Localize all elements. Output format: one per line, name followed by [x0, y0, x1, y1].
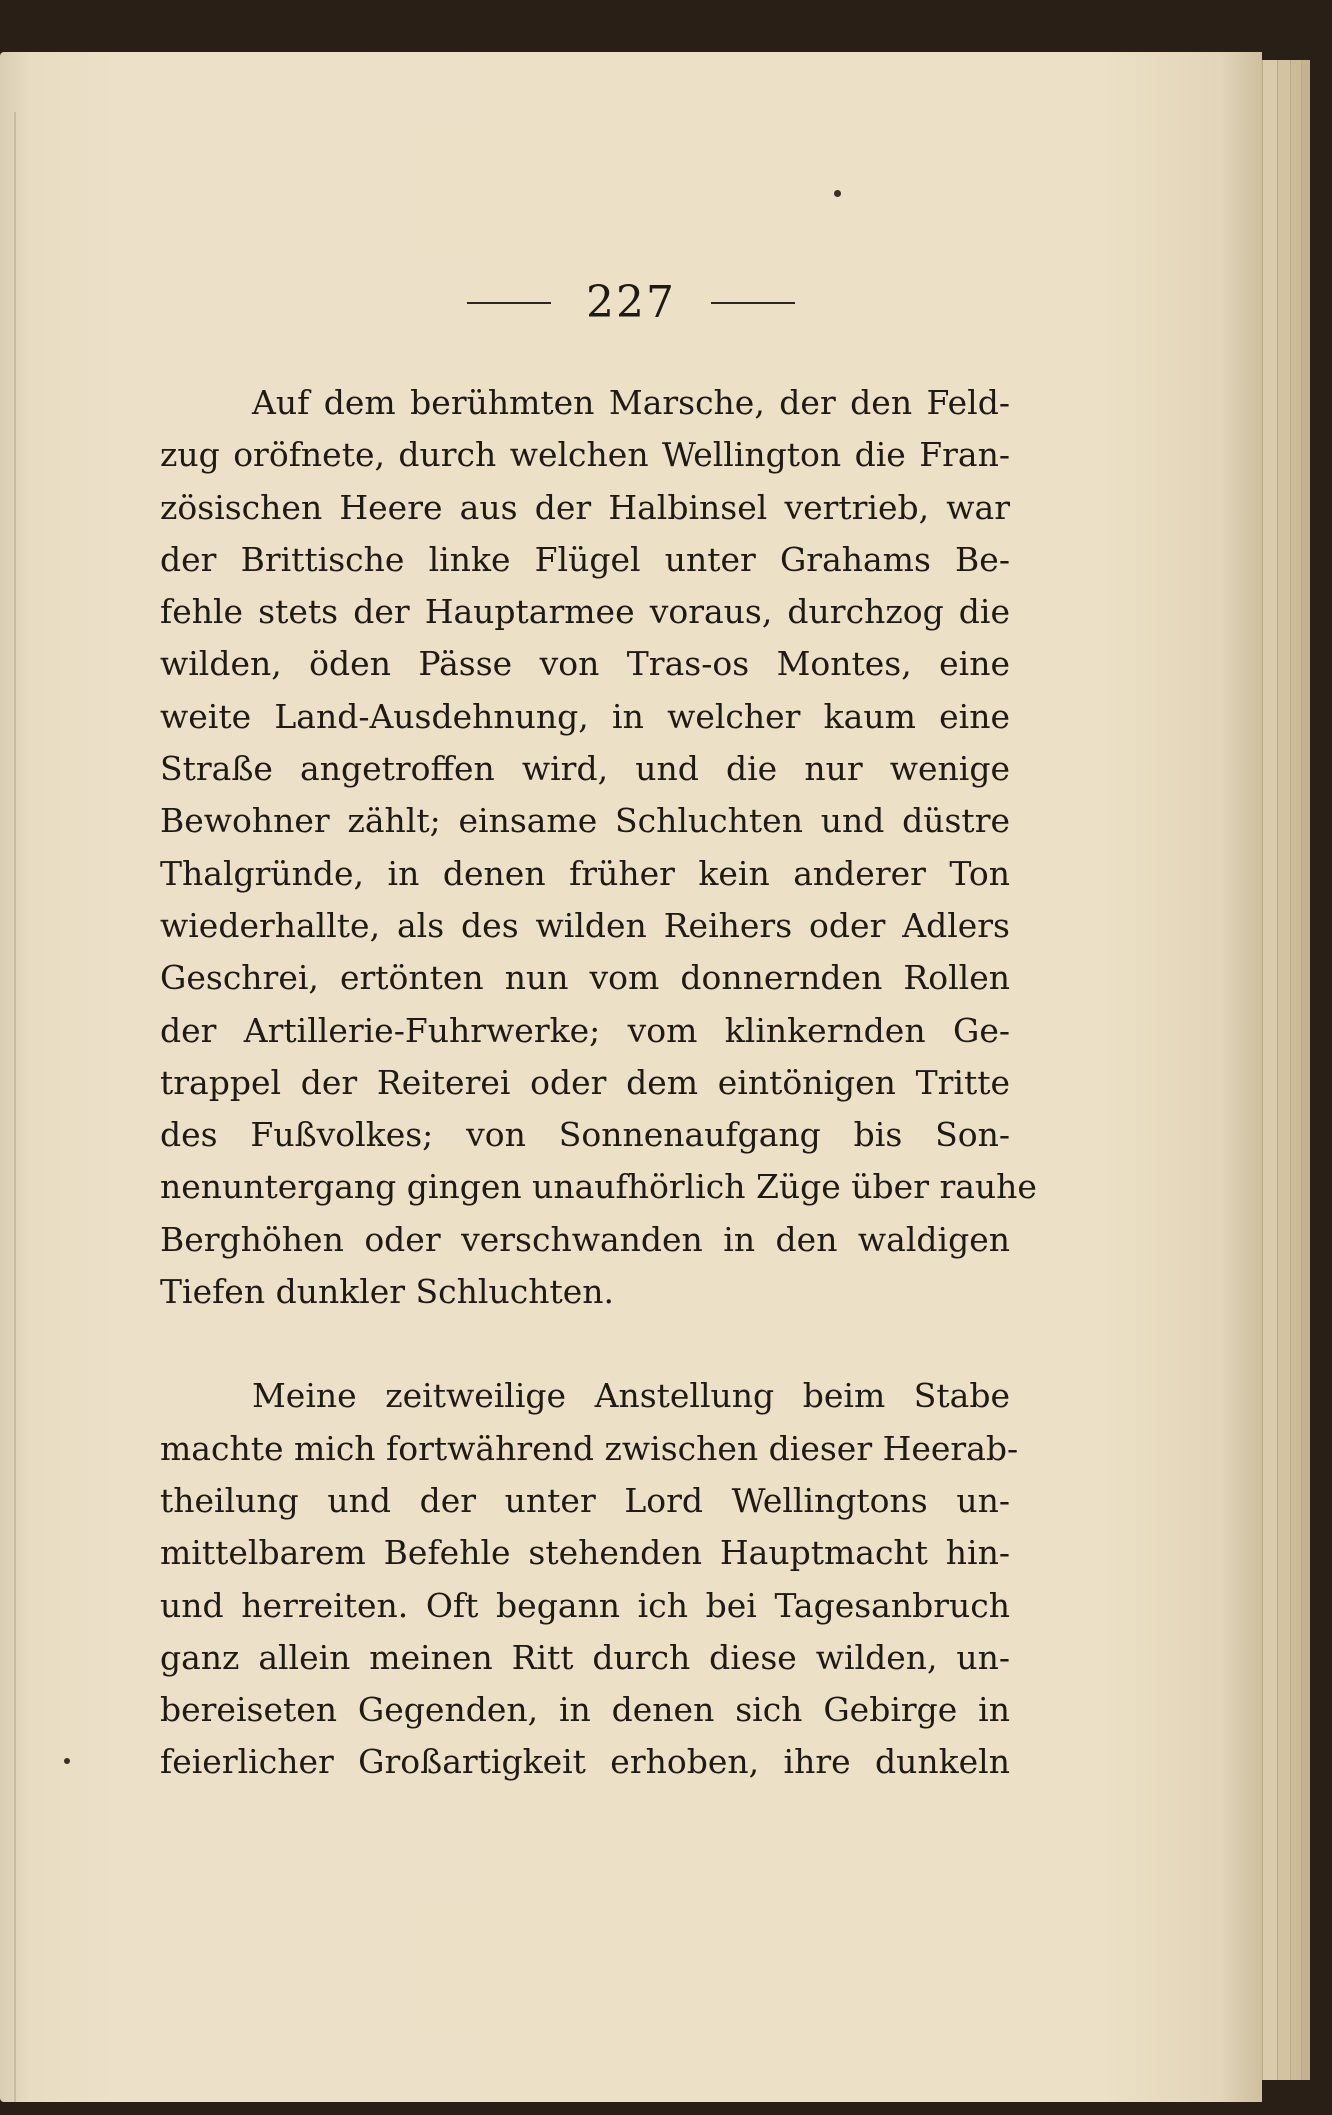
text-line: theilung und der unter Lord Wellingtons un-	[160, 1480, 1010, 1520]
page-edge	[1290, 60, 1301, 2080]
text-line: Tiefen dunkler Schluchten.	[160, 1272, 614, 1312]
book-page	[0, 52, 1262, 2102]
text-line: zösischen Heere aus der Halbinsel vertrieb, war	[160, 487, 1010, 527]
text-line: der Artillerie-Fuhrwerke; vom klinkernden Ge-	[160, 1010, 1010, 1050]
text-line: Bewohner zählt; einsame Schluchten und düstre	[160, 801, 1010, 841]
text-line: trappel der Reiterei oder dem eintönigen Tritte	[160, 1062, 1010, 1102]
header-rule-left	[467, 302, 551, 304]
text-line: weite Land-Ausdehnung, in welcher kaum eine	[160, 696, 1010, 736]
text-line: bereiseten Gegenden, in denen sich Gebirge in	[160, 1690, 1010, 1730]
text-line: Meine zeitweilige Anstellung beim Stabe	[252, 1376, 1010, 1416]
text-line: zug oröfnete, durch welchen Wellington die Fran-	[160, 435, 1010, 475]
paragraph	[160, 1370, 1019, 1788]
ink-speck	[64, 1758, 70, 1764]
page-edge	[1277, 60, 1290, 2080]
text-line: fehle stets der Hauptarmee voraus, durchzog die	[160, 592, 1010, 632]
ink-speck	[834, 190, 841, 197]
page-edge	[1301, 60, 1310, 2080]
text-line: der Brittische linke Flügel unter Grahams Be-	[160, 539, 1010, 579]
text-line: Berghöhen oder verschwanden in den waldigen	[160, 1219, 1010, 1259]
text-line: nenuntergang gingen unaufhörlich Züge über rauhe	[160, 1167, 1037, 1207]
text-line: wilden, öden Pässe von Tras-os Montes, eine	[160, 644, 1010, 684]
text-line: feierlicher Großartigkeit erhoben, ihre dunkeln	[160, 1742, 1010, 1782]
text-line: und herreiten. Oft begann ich bei Tagesanbruch	[160, 1585, 1010, 1625]
binding-crease	[14, 112, 16, 2102]
page-header	[0, 277, 1262, 337]
text-line: des Fußvolkes; von Sonnenaufgang bis Son-	[160, 1115, 1010, 1155]
header-rule-right	[711, 302, 795, 304]
page-edge	[1262, 60, 1277, 2080]
text-line: machte mich fortwährend zwischen dieser Heerab-	[160, 1428, 1019, 1468]
text-line: wiederhallte, als des wilden Reihers oder Adlers	[160, 905, 1010, 945]
text-line: Straße angetroffen wird, und die nur wenige	[160, 749, 1010, 789]
text-line: Geschrei, ertönten nun vom donnernden Rollen	[160, 958, 1010, 998]
text-line: mittelbarem Befehle stehenden Hauptmacht hin-	[160, 1533, 1010, 1573]
paragraph	[160, 377, 1037, 1318]
body-text	[160, 377, 1037, 1789]
text-line: Thalgründe, in denen früher kein anderer Ton	[160, 853, 1010, 893]
paragraph-gap	[160, 1318, 1010, 1370]
text-line: Auf dem berühmten Marsche, der den Feld-	[252, 383, 1010, 422]
page-number: 227	[586, 277, 676, 328]
text-line: ganz allein meinen Ritt durch diese wilden, un-	[160, 1637, 1010, 1677]
